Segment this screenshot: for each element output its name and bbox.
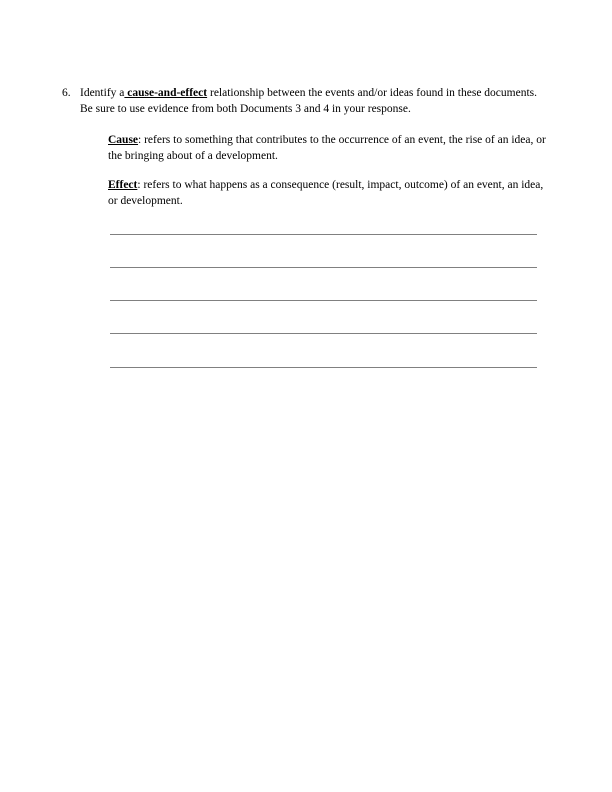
effect-definition: [108, 178, 548, 209]
effect-term: Effect: [108, 179, 138, 191]
cause-text: : refers to something that contributes to the occurrence of an event, the rise of an idea, or the bringing about of a development.: [108, 134, 546, 162]
question-6: [62, 86, 552, 117]
question-intro: Identify a: [80, 87, 125, 99]
effect-text: : refers to what happens as a consequence (result, impact, outcome) of an event, an idea, or development.: [108, 179, 544, 207]
answer-line-3[interactable]: [110, 300, 537, 301]
question-prompt: [80, 86, 552, 117]
answer-line-4[interactable]: [110, 333, 537, 334]
question-number: 6.: [62, 87, 71, 99]
cause-definition: [108, 133, 548, 164]
question-key-term: cause-and-effect: [124, 87, 208, 99]
answer-line-1[interactable]: [110, 234, 537, 235]
answer-line-2[interactable]: [110, 267, 537, 268]
cause-term: Cause: [108, 134, 139, 146]
answer-line-5[interactable]: [110, 367, 537, 368]
question-rest: relationship between the events and/or ideas found in these documents. Be sure to use evidence from both Documents 3 and 4 in your response.: [80, 87, 538, 115]
